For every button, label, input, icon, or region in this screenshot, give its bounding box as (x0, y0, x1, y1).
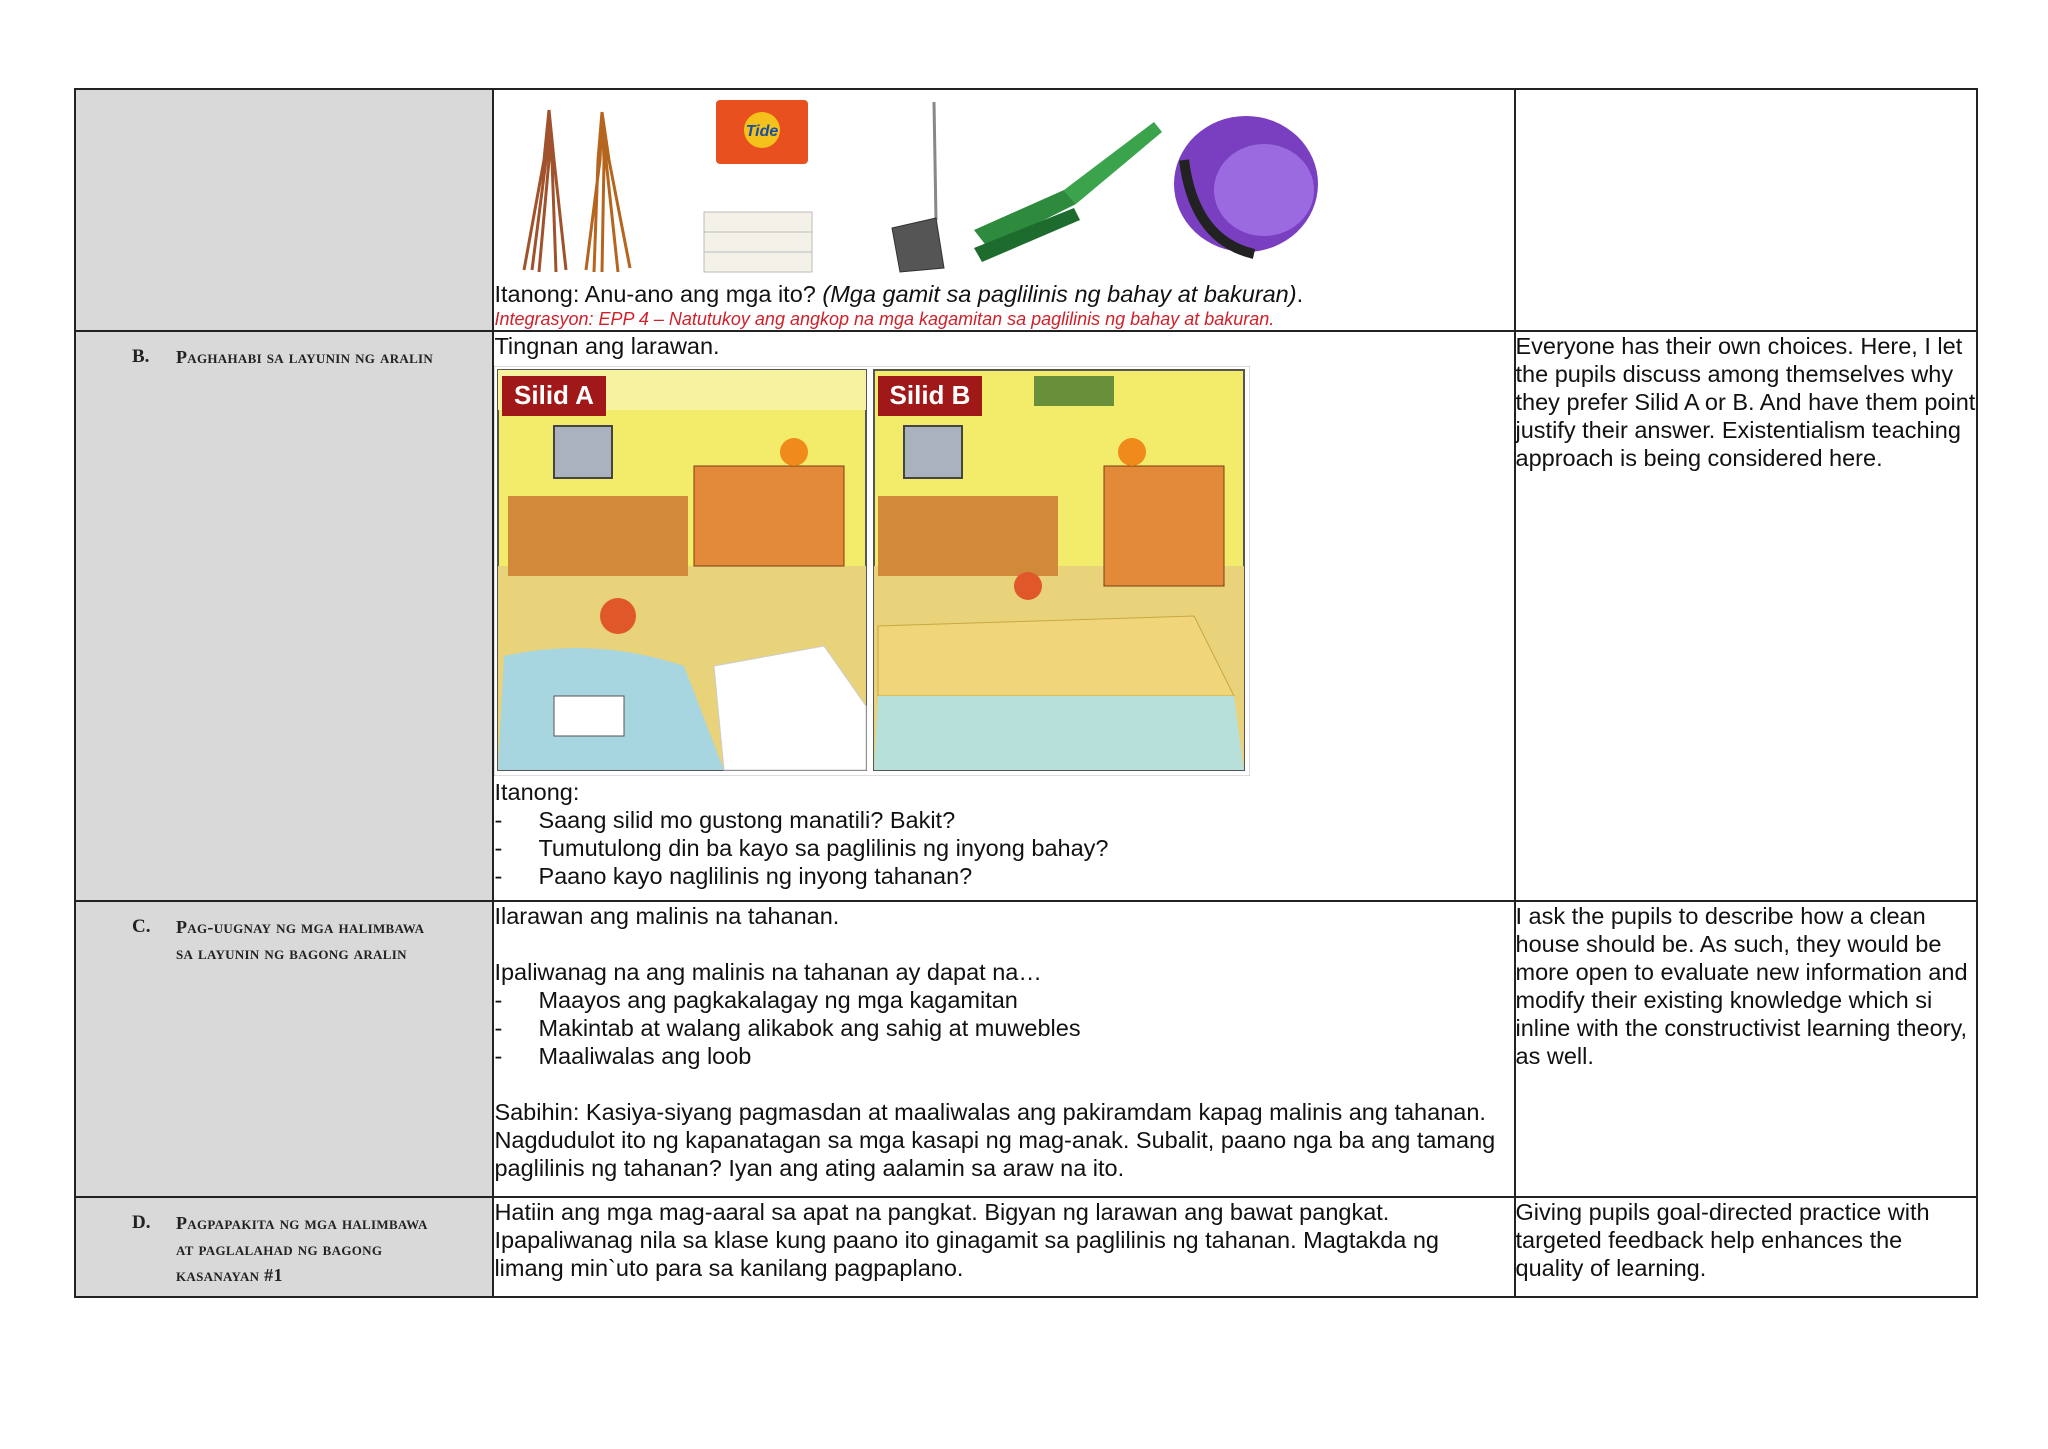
list-item: - Maaliwalas ang loob (494, 1043, 752, 1069)
rag-icon (1174, 116, 1318, 254)
row-c-items (494, 986, 1513, 1070)
row-b-intro: Tingnan ang larawan. (494, 333, 720, 359)
row-b (75, 331, 1977, 901)
lesson-plan-table (74, 88, 1978, 1298)
row-a-integration: Integrasyon: EPP 4 – Natutukoy ang angkop na mga kagamitan sa paglilinis ng bahay at bakuran. (494, 309, 1275, 329)
room-a-panel (498, 370, 866, 770)
cleaning-tools-illustration (494, 100, 1374, 280)
row-c-label: C. Pag-uugnay ng mga halimbawa sa layunin ng bagong aralin (75, 901, 493, 1197)
list-item: - Maayos ang pagkakalagay ng mga kagamitan (494, 987, 1018, 1013)
row-b-questions (494, 806, 1513, 890)
cleaning-tools-image (494, 100, 1513, 280)
list-item: - Paano kayo naglilinis ng inyong tahanan? (494, 863, 973, 889)
brush-icon (974, 122, 1162, 262)
room-a-label: Silid A (514, 380, 595, 410)
row-b-ask: Itanong: (494, 779, 580, 805)
list-item: - Tumutulong din ba kayo sa paglilinis ng inyong bahay? (494, 835, 1109, 861)
row-a-question: Itanong: Anu-ano ang mga ito? (Mga gamit sa paglilinis ng bahay at bakuran). (494, 281, 1304, 307)
detergent-bar-icon (704, 100, 812, 272)
row-b-notes: Everyone has their own choices. Here, I let the pupils discuss among themselves why they prefer Silid A or B. And have them point justify their answer. Existentialism teaching approach is being considered here. (1515, 331, 1978, 901)
list-item: - Saang silid mo gustong manatili? Bakit? (494, 807, 956, 833)
row-a-content (493, 89, 1514, 331)
row-b-content (493, 331, 1514, 901)
row-b-label: B. Paghahabi sa layunin ng aralin (75, 331, 493, 901)
room-b-label: Silid B (889, 380, 971, 410)
row-a (75, 89, 1977, 331)
row-a-label (75, 89, 493, 331)
row-d-notes: Giving pupils goal-directed practice with targeted feedback help enhances the quality of learning. (1515, 1197, 1978, 1297)
row-c (75, 901, 1977, 1197)
row-c-notes: I ask the pupils to describe how a clean house should be. As such, they would be more open to evaluate new information and modify their existing knowledge which si inline with the constructivist learning theory, as well. (1515, 901, 1978, 1197)
walis-tingting-icon (524, 110, 630, 272)
svg-text:Tide: Tide (746, 123, 779, 140)
row-a-notes (1515, 89, 1978, 331)
list-item: - Makintab at walang alikabok ang sahig at muwebles (494, 1015, 1081, 1041)
rooms-illustration (494, 366, 1250, 776)
row-c-content: Ilarawan ang malinis na tahanan. Ipaliwanag na ang malinis na tahanan ay dapat na… - Maayos ang pagkakalagay ng mga kagamitan - Makintab at walang alikabok ang sahig at muwebles - Maaliwalas ang loob Sabihin: Kasiya-siyang pagmasdan at maaliwalas ang pakiramdam kapag malinis ang tahanan. Nagdudulot ito ng kapanatagan sa mga kasapi ng mag-anak. Subalit, paano nga ba ang tamang paglilinis ng tahanan? Iyan ang ating aalamin sa araw na ito. (493, 901, 1514, 1197)
row-d-content: Hatiin ang mga mag-aaral sa apat na pangkat. Bigyan ng larawan ang bawat pangkat. Ipapaliwanag nila sa klase kung paano ito ginagamit sa paglilinis ng tahanan. Magtakda ng limang min`uto para sa kanilang pagpaplano. (493, 1197, 1514, 1297)
room-b-panel (874, 370, 1244, 770)
dustpan-icon (892, 102, 944, 272)
rooms-comparison-image (494, 366, 1250, 776)
row-d-label: D. Pagpapakita ng mga halimbawa at paglalahad ng bagong kasanayan #1 (75, 1197, 493, 1297)
row-d (75, 1197, 1977, 1297)
